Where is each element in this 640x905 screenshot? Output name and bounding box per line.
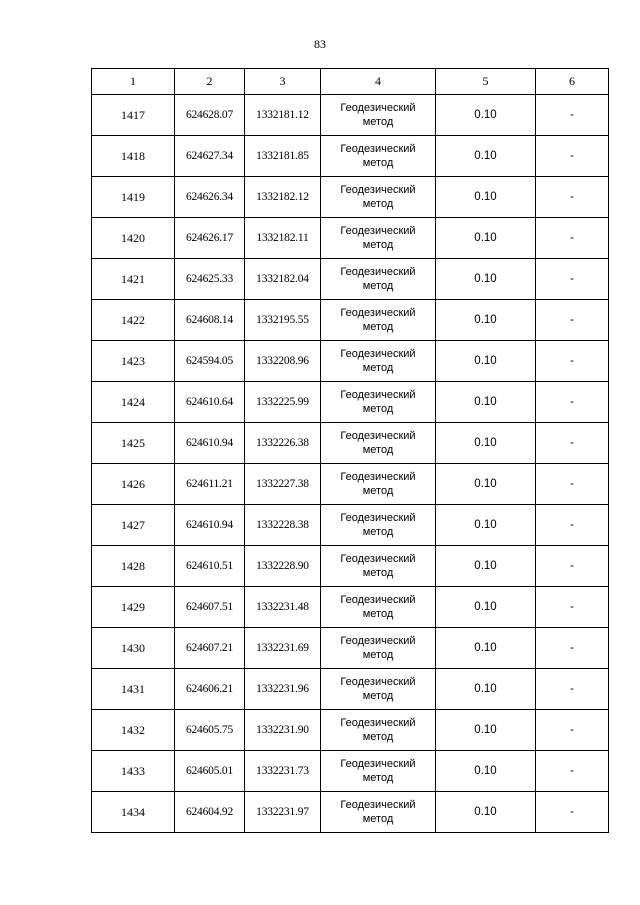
- x-coordinate-cell: 624606.21: [175, 669, 245, 710]
- point-number-cell: 1433: [92, 751, 175, 792]
- method-line-2: метод: [362, 321, 394, 333]
- method-line-1: Геодезический: [340, 594, 416, 606]
- method-cell: [321, 341, 436, 382]
- note-cell: -: [536, 710, 609, 751]
- accuracy-cell: 0.10: [436, 792, 536, 833]
- y-coordinate-cell: 1332231.97: [245, 792, 321, 833]
- note-cell: -: [536, 136, 609, 177]
- method-cell: [321, 792, 436, 833]
- table-row: [92, 177, 609, 218]
- point-number-cell: 1427: [92, 505, 175, 546]
- x-coordinate-cell: 624607.51: [175, 587, 245, 628]
- method-line-1: Геодезический: [340, 348, 416, 360]
- method-line-1: Геодезический: [340, 307, 416, 319]
- table-row: [92, 423, 609, 464]
- method-line-2: метод: [362, 116, 394, 128]
- method-cell: [321, 95, 436, 136]
- y-coordinate-cell: 1332231.69: [245, 628, 321, 669]
- method-line-1: Геодезический: [340, 430, 416, 442]
- table-row: [92, 382, 609, 423]
- accuracy-cell: 0.10: [436, 136, 536, 177]
- table-row: [92, 669, 609, 710]
- method-cell: [321, 669, 436, 710]
- note-cell: -: [536, 218, 609, 259]
- point-number-cell: 1429: [92, 587, 175, 628]
- y-coordinate-cell: 1332182.11: [245, 218, 321, 259]
- point-number-cell: 1422: [92, 300, 175, 341]
- method-line-2: метод: [362, 813, 394, 825]
- method-line-2: метод: [362, 772, 394, 784]
- method-cell: [321, 587, 436, 628]
- note-cell: -: [536, 423, 609, 464]
- y-coordinate-cell: 1332195.55: [245, 300, 321, 341]
- table-row: [92, 751, 609, 792]
- coordinates-table: [91, 68, 609, 833]
- x-coordinate-cell: 624605.01: [175, 751, 245, 792]
- table-row: [92, 628, 609, 669]
- method-line-2: метод: [362, 485, 394, 497]
- method-cell: [321, 136, 436, 177]
- method-line-1: Геодезический: [340, 553, 416, 565]
- x-coordinate-cell: 624594.05: [175, 341, 245, 382]
- column-header-5: 5: [436, 69, 536, 95]
- point-number-cell: 1424: [92, 382, 175, 423]
- note-cell: -: [536, 546, 609, 587]
- method-cell: [321, 546, 436, 587]
- y-coordinate-cell: 1332231.48: [245, 587, 321, 628]
- y-coordinate-cell: 1332181.85: [245, 136, 321, 177]
- point-number-cell: 1431: [92, 669, 175, 710]
- accuracy-cell: 0.10: [436, 628, 536, 669]
- note-cell: -: [536, 628, 609, 669]
- note-cell: -: [536, 464, 609, 505]
- y-coordinate-cell: 1332225.99: [245, 382, 321, 423]
- table-row: [92, 587, 609, 628]
- method-cell: [321, 177, 436, 218]
- accuracy-cell: 0.10: [436, 177, 536, 218]
- note-cell: -: [536, 669, 609, 710]
- accuracy-cell: 0.10: [436, 546, 536, 587]
- table-row: [92, 710, 609, 751]
- y-coordinate-cell: 1332226.38: [245, 423, 321, 464]
- note-cell: -: [536, 382, 609, 423]
- x-coordinate-cell: 624628.07: [175, 95, 245, 136]
- x-coordinate-cell: 624610.94: [175, 423, 245, 464]
- note-cell: -: [536, 259, 609, 300]
- table-row: [92, 259, 609, 300]
- method-line-1: Геодезический: [340, 102, 416, 114]
- table-row: [92, 300, 609, 341]
- y-coordinate-cell: 1332208.96: [245, 341, 321, 382]
- table-row: [92, 341, 609, 382]
- y-coordinate-cell: 1332227.38: [245, 464, 321, 505]
- method-cell: [321, 300, 436, 341]
- table-row: [92, 218, 609, 259]
- method-cell: [321, 505, 436, 546]
- method-line-1: Геодезический: [340, 635, 416, 647]
- note-cell: -: [536, 341, 609, 382]
- note-cell: -: [536, 587, 609, 628]
- method-line-2: метод: [362, 526, 394, 538]
- accuracy-cell: 0.10: [436, 587, 536, 628]
- note-cell: -: [536, 95, 609, 136]
- column-header-1: 1: [92, 69, 175, 95]
- accuracy-cell: 0.10: [436, 95, 536, 136]
- method-line-2: метод: [362, 690, 394, 702]
- method-cell: [321, 751, 436, 792]
- point-number-cell: 1434: [92, 792, 175, 833]
- accuracy-cell: 0.10: [436, 382, 536, 423]
- x-coordinate-cell: 624605.75: [175, 710, 245, 751]
- note-cell: -: [536, 177, 609, 218]
- y-coordinate-cell: 1332228.90: [245, 546, 321, 587]
- accuracy-cell: 0.10: [436, 669, 536, 710]
- page-number: 83: [314, 37, 326, 51]
- x-coordinate-cell: 624626.34: [175, 177, 245, 218]
- column-header-4: 4: [321, 69, 436, 95]
- x-coordinate-cell: 624611.21: [175, 464, 245, 505]
- method-line-1: Геодезический: [340, 676, 416, 688]
- point-number-cell: 1421: [92, 259, 175, 300]
- method-line-2: метод: [362, 362, 394, 374]
- y-coordinate-cell: 1332181.12: [245, 95, 321, 136]
- method-cell: [321, 423, 436, 464]
- note-cell: -: [536, 792, 609, 833]
- method-line-1: Геодезический: [340, 225, 416, 237]
- method-line-1: Геодезический: [340, 266, 416, 278]
- point-number-cell: 1423: [92, 341, 175, 382]
- x-coordinate-cell: 624626.17: [175, 218, 245, 259]
- point-number-cell: 1426: [92, 464, 175, 505]
- accuracy-cell: 0.10: [436, 259, 536, 300]
- x-coordinate-cell: 624625.33: [175, 259, 245, 300]
- method-line-2: метод: [362, 608, 394, 620]
- method-cell: [321, 382, 436, 423]
- method-line-1: Геодезический: [340, 184, 416, 196]
- method-line-1: Геодезический: [340, 512, 416, 524]
- y-coordinate-cell: 1332228.38: [245, 505, 321, 546]
- method-line-1: Геодезический: [340, 758, 416, 770]
- x-coordinate-cell: 624607.21: [175, 628, 245, 669]
- table-row: [92, 136, 609, 177]
- accuracy-cell: 0.10: [436, 300, 536, 341]
- column-header-2: 2: [175, 69, 245, 95]
- y-coordinate-cell: 1332182.12: [245, 177, 321, 218]
- method-line-2: метод: [362, 444, 394, 456]
- method-line-2: метод: [362, 280, 394, 292]
- accuracy-cell: 0.10: [436, 464, 536, 505]
- method-cell: [321, 710, 436, 751]
- point-number-cell: 1418: [92, 136, 175, 177]
- y-coordinate-cell: 1332231.90: [245, 710, 321, 751]
- x-coordinate-cell: 624627.34: [175, 136, 245, 177]
- y-coordinate-cell: 1332231.96: [245, 669, 321, 710]
- x-coordinate-cell: 624610.51: [175, 546, 245, 587]
- point-number-cell: 1432: [92, 710, 175, 751]
- method-cell: [321, 628, 436, 669]
- method-cell: [321, 218, 436, 259]
- method-line-2: метод: [362, 649, 394, 661]
- method-line-1: Геодезический: [340, 799, 416, 811]
- method-line-1: Геодезический: [340, 717, 416, 729]
- method-cell: [321, 464, 436, 505]
- note-cell: -: [536, 300, 609, 341]
- accuracy-cell: 0.10: [436, 505, 536, 546]
- method-cell: [321, 259, 436, 300]
- accuracy-cell: 0.10: [436, 423, 536, 464]
- point-number-cell: 1419: [92, 177, 175, 218]
- method-line-2: метод: [362, 157, 394, 169]
- x-coordinate-cell: 624610.64: [175, 382, 245, 423]
- table-header-row: [92, 69, 609, 95]
- column-header-6: 6: [536, 69, 609, 95]
- table-row: [92, 464, 609, 505]
- method-line-1: Геодезический: [340, 143, 416, 155]
- method-line-1: Геодезический: [340, 471, 416, 483]
- note-cell: -: [536, 751, 609, 792]
- point-number-cell: 1425: [92, 423, 175, 464]
- accuracy-cell: 0.10: [436, 218, 536, 259]
- y-coordinate-cell: 1332182.04: [245, 259, 321, 300]
- point-number-cell: 1428: [92, 546, 175, 587]
- method-line-2: метод: [362, 731, 394, 743]
- note-cell: -: [536, 505, 609, 546]
- method-line-2: метод: [362, 567, 394, 579]
- x-coordinate-cell: 624604.92: [175, 792, 245, 833]
- accuracy-cell: 0.10: [436, 751, 536, 792]
- table-row: [92, 95, 609, 136]
- method-line-2: метод: [362, 403, 394, 415]
- method-line-2: метод: [362, 239, 394, 251]
- x-coordinate-cell: 624610.94: [175, 505, 245, 546]
- table-row: [92, 546, 609, 587]
- method-line-2: метод: [362, 198, 394, 210]
- accuracy-cell: 0.10: [436, 710, 536, 751]
- point-number-cell: 1430: [92, 628, 175, 669]
- x-coordinate-cell: 624608.14: [175, 300, 245, 341]
- accuracy-cell: 0.10: [436, 341, 536, 382]
- point-number-cell: 1420: [92, 218, 175, 259]
- table-row: [92, 505, 609, 546]
- point-number-cell: 1417: [92, 95, 175, 136]
- table-row: [92, 792, 609, 833]
- table-body: [92, 95, 609, 833]
- y-coordinate-cell: 1332231.73: [245, 751, 321, 792]
- method-line-1: Геодезический: [340, 389, 416, 401]
- column-header-3: 3: [245, 69, 321, 95]
